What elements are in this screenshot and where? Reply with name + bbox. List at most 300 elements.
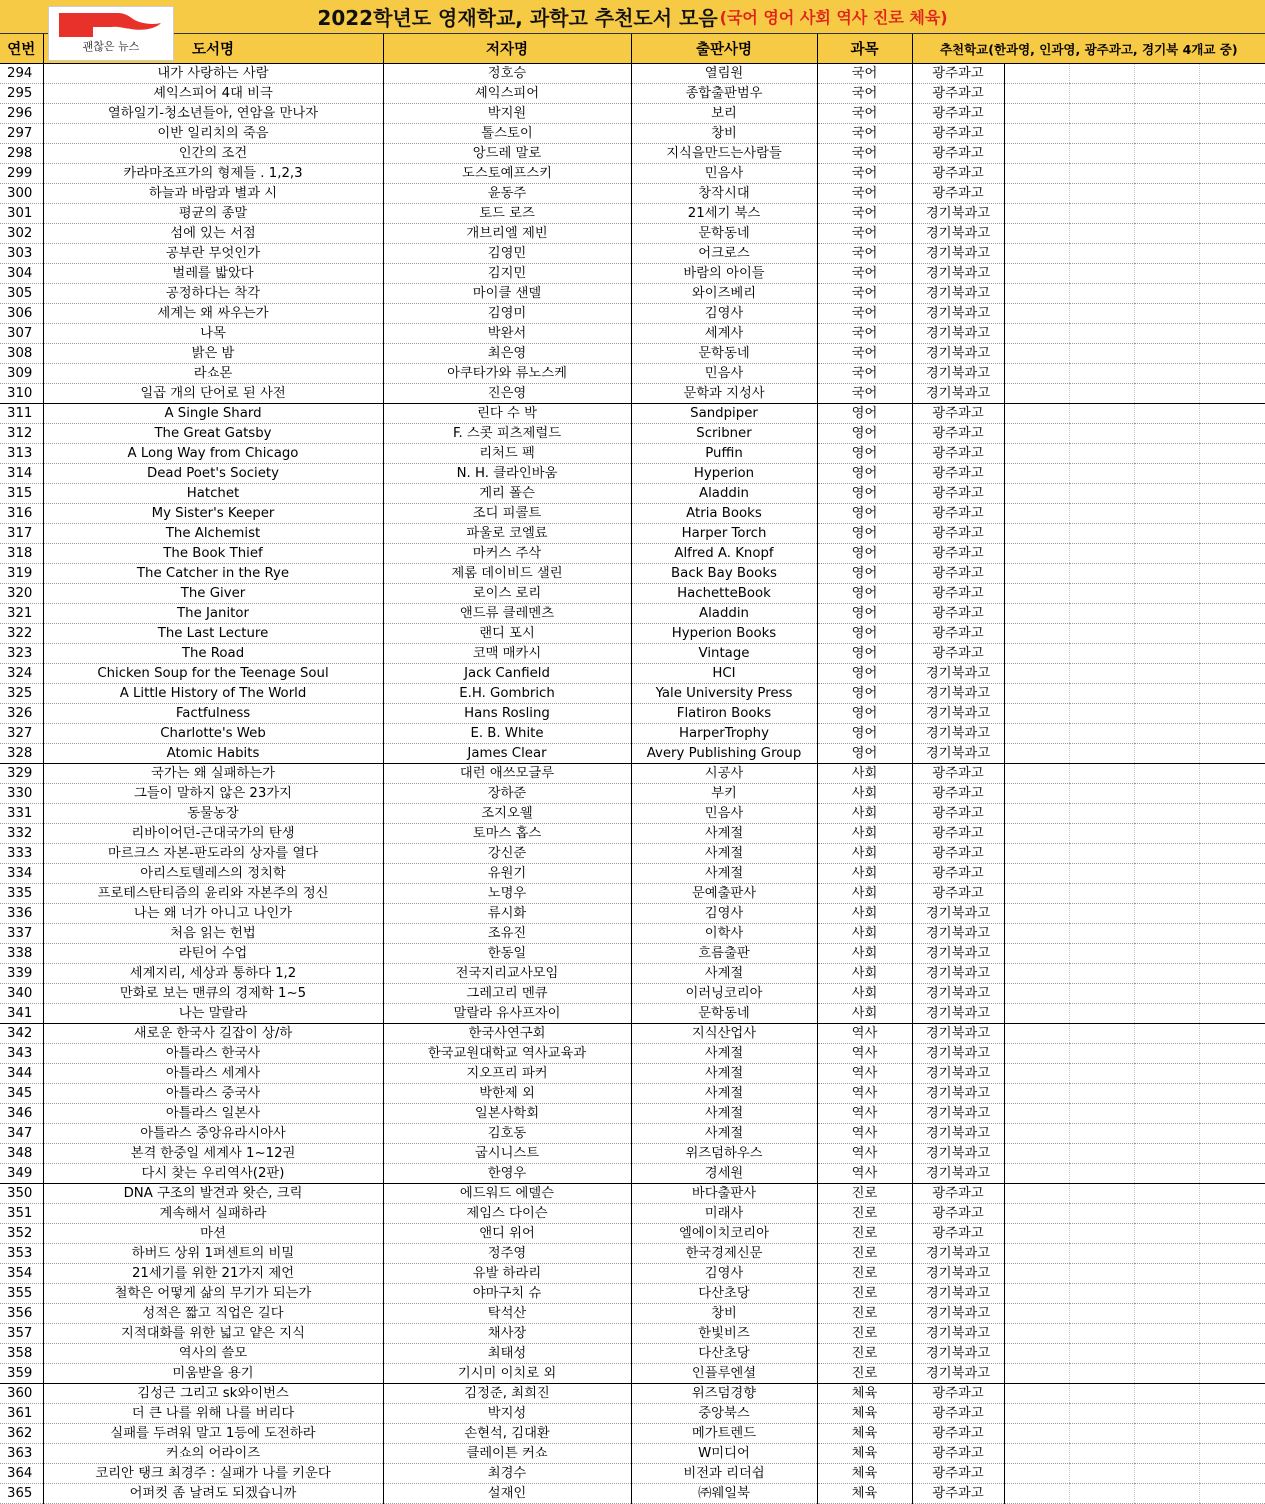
cell-no[interactable]: 311	[0, 404, 43, 424]
cell-school[interactable]: 경기북과고	[912, 664, 1004, 684]
cell-school[interactable]: 광주과고	[912, 404, 1004, 424]
cell-empty[interactable]	[1069, 1124, 1134, 1144]
cell-no[interactable]: 319	[0, 564, 43, 584]
cell-no[interactable]: 305	[0, 284, 43, 304]
cell-subject[interactable]: 국어	[817, 144, 912, 164]
cell-empty[interactable]	[1069, 424, 1134, 444]
col-header-author[interactable]: 저자명	[383, 34, 631, 64]
col-header-publisher[interactable]: 출판사명	[631, 34, 817, 64]
cell-title[interactable]: 리바이어던-근대국가의 탄생	[43, 824, 383, 844]
cell-empty[interactable]	[1069, 484, 1134, 504]
cell-author[interactable]: 도스토예프스키	[383, 164, 631, 184]
cell-empty[interactable]	[1199, 524, 1265, 544]
cell-empty[interactable]	[1199, 1024, 1265, 1044]
cell-subject[interactable]: 국어	[817, 204, 912, 224]
cell-subject[interactable]: 역사	[817, 1044, 912, 1064]
cell-empty[interactable]	[1069, 304, 1134, 324]
cell-publisher[interactable]: 시공사	[631, 764, 817, 784]
cell-title[interactable]: A Single Shard	[43, 404, 383, 424]
cell-empty[interactable]	[1004, 184, 1069, 204]
cell-publisher[interactable]: ㈜웨일북	[631, 1484, 817, 1504]
cell-no[interactable]: 347	[0, 1124, 43, 1144]
cell-no[interactable]: 322	[0, 624, 43, 644]
cell-empty[interactable]	[1199, 744, 1265, 764]
cell-title[interactable]: 하늘과 바람과 별과 시	[43, 184, 383, 204]
cell-empty[interactable]	[1004, 504, 1069, 524]
cell-subject[interactable]: 국어	[817, 104, 912, 124]
cell-empty[interactable]	[1199, 704, 1265, 724]
cell-subject[interactable]: 영어	[817, 444, 912, 464]
cell-publisher[interactable]: Aladdin	[631, 484, 817, 504]
cell-empty[interactable]	[1004, 944, 1069, 964]
cell-empty[interactable]	[1199, 884, 1265, 904]
cell-publisher[interactable]: Harper Torch	[631, 524, 817, 544]
cell-subject[interactable]: 영어	[817, 524, 912, 544]
cell-author[interactable]: 한동일	[383, 944, 631, 964]
cell-subject[interactable]: 영어	[817, 564, 912, 584]
cell-empty[interactable]	[1199, 144, 1265, 164]
cell-publisher[interactable]: 민음사	[631, 804, 817, 824]
cell-empty[interactable]	[1069, 604, 1134, 624]
cell-title[interactable]: The Last Lecture	[43, 624, 383, 644]
cell-subject[interactable]: 체육	[817, 1384, 912, 1404]
cell-title[interactable]: 성적은 짧고 직업은 길다	[43, 1304, 383, 1324]
cell-school[interactable]: 경기북과고	[912, 964, 1004, 984]
cell-empty[interactable]	[1134, 884, 1199, 904]
cell-empty[interactable]	[1069, 204, 1134, 224]
cell-no[interactable]: 326	[0, 704, 43, 724]
cell-publisher[interactable]: 사계절	[631, 1064, 817, 1084]
cell-empty[interactable]	[1069, 84, 1134, 104]
cell-empty[interactable]	[1199, 1464, 1265, 1484]
cell-subject[interactable]: 체육	[817, 1404, 912, 1424]
cell-empty[interactable]	[1069, 284, 1134, 304]
cell-empty[interactable]	[1004, 1144, 1069, 1164]
cell-subject[interactable]: 영어	[817, 484, 912, 504]
cell-empty[interactable]	[1004, 904, 1069, 924]
cell-author[interactable]: 정호승	[383, 64, 631, 84]
cell-empty[interactable]	[1134, 644, 1199, 664]
cell-empty[interactable]	[1004, 1384, 1069, 1404]
cell-title[interactable]: 셰익스피어 4대 비극	[43, 84, 383, 104]
cell-empty[interactable]	[1004, 284, 1069, 304]
cell-empty[interactable]	[1134, 124, 1199, 144]
cell-no[interactable]: 336	[0, 904, 43, 924]
cell-subject[interactable]: 영어	[817, 744, 912, 764]
cell-author[interactable]: N. H. 클라인바움	[383, 464, 631, 484]
cell-publisher[interactable]: 다산초당	[631, 1344, 817, 1364]
cell-author[interactable]: 로이스 로리	[383, 584, 631, 604]
cell-empty[interactable]	[1134, 864, 1199, 884]
cell-publisher[interactable]: 문학과 지성사	[631, 384, 817, 404]
cell-empty[interactable]	[1134, 984, 1199, 1004]
cell-author[interactable]: 조디 피콜트	[383, 504, 631, 524]
cell-empty[interactable]	[1069, 224, 1134, 244]
cell-no[interactable]: 299	[0, 164, 43, 184]
cell-publisher[interactable]: Aladdin	[631, 604, 817, 624]
cell-empty[interactable]	[1004, 264, 1069, 284]
cell-publisher[interactable]: 위즈덤하우스	[631, 1144, 817, 1164]
cell-empty[interactable]	[1004, 304, 1069, 324]
cell-school[interactable]: 광주과고	[912, 1444, 1004, 1464]
cell-empty[interactable]	[1199, 84, 1265, 104]
cell-empty[interactable]	[1134, 584, 1199, 604]
cell-empty[interactable]	[1069, 1484, 1134, 1504]
cell-subject[interactable]: 진로	[817, 1364, 912, 1384]
cell-title[interactable]: 더 큰 나를 위해 나를 버리다	[43, 1404, 383, 1424]
cell-title[interactable]: 커쇼의 어라이즈	[43, 1444, 383, 1464]
cell-empty[interactable]	[1004, 964, 1069, 984]
cell-empty[interactable]	[1069, 824, 1134, 844]
cell-no[interactable]: 346	[0, 1104, 43, 1124]
cell-empty[interactable]	[1004, 84, 1069, 104]
cell-empty[interactable]	[1199, 1064, 1265, 1084]
cell-empty[interactable]	[1134, 1044, 1199, 1064]
cell-empty[interactable]	[1134, 724, 1199, 744]
cell-publisher[interactable]: 사계절	[631, 844, 817, 864]
cell-author[interactable]: E. B. White	[383, 724, 631, 744]
cell-empty[interactable]	[1004, 124, 1069, 144]
cell-subject[interactable]: 진로	[817, 1244, 912, 1264]
cell-empty[interactable]	[1069, 1224, 1134, 1244]
cell-author[interactable]: 김영미	[383, 304, 631, 324]
cell-empty[interactable]	[1004, 564, 1069, 584]
cell-publisher[interactable]: 창비	[631, 124, 817, 144]
cell-empty[interactable]	[1134, 104, 1199, 124]
cell-author[interactable]: 조유진	[383, 924, 631, 944]
cell-publisher[interactable]: 사계절	[631, 824, 817, 844]
cell-subject[interactable]: 영어	[817, 664, 912, 684]
cell-empty[interactable]	[1134, 444, 1199, 464]
cell-empty[interactable]	[1069, 964, 1134, 984]
cell-school[interactable]: 광주과고	[912, 844, 1004, 864]
cell-publisher[interactable]: HCI	[631, 664, 817, 684]
cell-publisher[interactable]: HarperTrophy	[631, 724, 817, 744]
cell-author[interactable]: 개브리엘 제빈	[383, 224, 631, 244]
cell-author[interactable]: F. 스콧 피츠제럴드	[383, 424, 631, 444]
cell-publisher[interactable]: 바람의 아이들	[631, 264, 817, 284]
cell-empty[interactable]	[1069, 1044, 1134, 1064]
cell-empty[interactable]	[1199, 984, 1265, 1004]
cell-empty[interactable]	[1134, 144, 1199, 164]
cell-empty[interactable]	[1069, 144, 1134, 164]
cell-empty[interactable]	[1199, 1404, 1265, 1424]
cell-empty[interactable]	[1199, 104, 1265, 124]
cell-empty[interactable]	[1004, 1264, 1069, 1284]
cell-empty[interactable]	[1199, 1424, 1265, 1444]
cell-publisher[interactable]: 메가트렌드	[631, 1424, 817, 1444]
cell-publisher[interactable]: Alfred A. Knopf	[631, 544, 817, 564]
cell-author[interactable]: 앤드류 클레멘츠	[383, 604, 631, 624]
cell-empty[interactable]	[1069, 504, 1134, 524]
cell-empty[interactable]	[1069, 404, 1134, 424]
cell-no[interactable]: 350	[0, 1184, 43, 1204]
cell-empty[interactable]	[1069, 1284, 1134, 1304]
cell-subject[interactable]: 진로	[817, 1184, 912, 1204]
cell-no[interactable]: 323	[0, 644, 43, 664]
cell-subject[interactable]: 국어	[817, 64, 912, 84]
cell-empty[interactable]	[1199, 644, 1265, 664]
cell-author[interactable]: 최경수	[383, 1464, 631, 1484]
cell-empty[interactable]	[1134, 1424, 1199, 1444]
cell-title[interactable]: 지적대화를 위한 넓고 얕은 지식	[43, 1324, 383, 1344]
cell-subject[interactable]: 진로	[817, 1344, 912, 1364]
cell-publisher[interactable]: Scribner	[631, 424, 817, 444]
cell-no[interactable]: 348	[0, 1144, 43, 1164]
cell-empty[interactable]	[1199, 504, 1265, 524]
cell-empty[interactable]	[1004, 824, 1069, 844]
cell-title[interactable]: 미움받을 용기	[43, 1364, 383, 1384]
cell-title[interactable]: The Catcher in the Rye	[43, 564, 383, 584]
cell-subject[interactable]: 국어	[817, 84, 912, 104]
cell-author[interactable]: 랜디 포시	[383, 624, 631, 644]
cell-empty[interactable]	[1004, 424, 1069, 444]
cell-empty[interactable]	[1004, 1224, 1069, 1244]
cell-empty[interactable]	[1004, 1124, 1069, 1144]
cell-no[interactable]: 310	[0, 384, 43, 404]
cell-author[interactable]: 대런 애쓰모글루	[383, 764, 631, 784]
cell-school[interactable]: 경기북과고	[912, 264, 1004, 284]
cell-empty[interactable]	[1069, 1204, 1134, 1224]
cell-empty[interactable]	[1069, 584, 1134, 604]
cell-school[interactable]: 경기북과고	[912, 1084, 1004, 1104]
cell-empty[interactable]	[1069, 684, 1134, 704]
cell-empty[interactable]	[1199, 224, 1265, 244]
cell-empty[interactable]	[1004, 1284, 1069, 1304]
cell-empty[interactable]	[1199, 924, 1265, 944]
cell-subject[interactable]: 영어	[817, 424, 912, 444]
cell-school[interactable]: 광주과고	[912, 424, 1004, 444]
cell-empty[interactable]	[1134, 1204, 1199, 1224]
cell-empty[interactable]	[1004, 1244, 1069, 1264]
cell-subject[interactable]: 사회	[817, 824, 912, 844]
cell-empty[interactable]	[1004, 644, 1069, 664]
cell-empty[interactable]	[1004, 344, 1069, 364]
cell-no[interactable]: 361	[0, 1404, 43, 1424]
cell-empty[interactable]	[1199, 1284, 1265, 1304]
cell-empty[interactable]	[1134, 564, 1199, 584]
cell-publisher[interactable]: Yale University Press	[631, 684, 817, 704]
cell-school[interactable]: 경기북과고	[912, 1044, 1004, 1064]
cell-author[interactable]: 장하준	[383, 784, 631, 804]
cell-empty[interactable]	[1134, 464, 1199, 484]
cell-author[interactable]: 말랄라 유사프자이	[383, 1004, 631, 1024]
cell-subject[interactable]: 역사	[817, 1164, 912, 1184]
cell-no[interactable]: 307	[0, 324, 43, 344]
cell-author[interactable]: 설재인	[383, 1484, 631, 1504]
cell-title[interactable]: 일곱 개의 단어로 된 사전	[43, 384, 383, 404]
cell-author[interactable]: 박지성	[383, 1404, 631, 1424]
cell-school[interactable]: 광주과고	[912, 1384, 1004, 1404]
cell-empty[interactable]	[1004, 1424, 1069, 1444]
cell-empty[interactable]	[1134, 624, 1199, 644]
cell-subject[interactable]: 영어	[817, 684, 912, 704]
cell-subject[interactable]: 체육	[817, 1484, 912, 1504]
cell-empty[interactable]	[1004, 864, 1069, 884]
cell-publisher[interactable]: 한빛비즈	[631, 1324, 817, 1344]
cell-subject[interactable]: 사회	[817, 804, 912, 824]
cell-title[interactable]: 카라마조프가의 형제들 . 1,2,3	[43, 164, 383, 184]
cell-empty[interactable]	[1004, 144, 1069, 164]
cell-publisher[interactable]: 사계절	[631, 1044, 817, 1064]
cell-publisher[interactable]: 문학동네	[631, 1004, 817, 1024]
cell-empty[interactable]	[1134, 1244, 1199, 1264]
cell-subject[interactable]: 진로	[817, 1304, 912, 1324]
cell-school[interactable]: 경기북과고	[912, 304, 1004, 324]
cell-author[interactable]: 앙드레 말로	[383, 144, 631, 164]
cell-no[interactable]: 356	[0, 1304, 43, 1324]
cell-empty[interactable]	[1134, 964, 1199, 984]
cell-subject[interactable]: 국어	[817, 264, 912, 284]
cell-empty[interactable]	[1199, 1044, 1265, 1064]
cell-author[interactable]: 린다 수 박	[383, 404, 631, 424]
cell-school[interactable]: 광주과고	[912, 1404, 1004, 1424]
cell-empty[interactable]	[1199, 384, 1265, 404]
cell-title[interactable]: 역사의 쓸모	[43, 1344, 383, 1364]
cell-no[interactable]: 362	[0, 1424, 43, 1444]
cell-empty[interactable]	[1004, 744, 1069, 764]
cell-title[interactable]: 나는 왜 너가 아니고 나인가	[43, 904, 383, 924]
cell-empty[interactable]	[1199, 204, 1265, 224]
cell-empty[interactable]	[1199, 164, 1265, 184]
cell-subject[interactable]: 진로	[817, 1324, 912, 1344]
cell-author[interactable]: 클레이튼 커쇼	[383, 1444, 631, 1464]
cell-publisher[interactable]: Avery Publishing Group	[631, 744, 817, 764]
cell-empty[interactable]	[1199, 864, 1265, 884]
cell-school[interactable]: 경기북과고	[912, 1124, 1004, 1144]
cell-publisher[interactable]: 위즈덤경향	[631, 1384, 817, 1404]
cell-empty[interactable]	[1134, 64, 1199, 84]
cell-empty[interactable]	[1004, 244, 1069, 264]
cell-empty[interactable]	[1134, 1304, 1199, 1324]
cell-no[interactable]: 327	[0, 724, 43, 744]
cell-school[interactable]: 광주과고	[912, 624, 1004, 644]
cell-author[interactable]: 김호동	[383, 1124, 631, 1144]
cell-title[interactable]: 마르크스 자본-판도라의 상자를 열다	[43, 844, 383, 864]
cell-school[interactable]: 광주과고	[912, 64, 1004, 84]
cell-empty[interactable]	[1134, 1444, 1199, 1464]
cell-publisher[interactable]: 사계절	[631, 964, 817, 984]
cell-no[interactable]: 337	[0, 924, 43, 944]
cell-title[interactable]: Charlotte's Web	[43, 724, 383, 744]
cell-empty[interactable]	[1199, 284, 1265, 304]
cell-title[interactable]: 나목	[43, 324, 383, 344]
cell-empty[interactable]	[1134, 384, 1199, 404]
cell-empty[interactable]	[1199, 1364, 1265, 1384]
cell-publisher[interactable]: 열림원	[631, 64, 817, 84]
cell-author[interactable]: E.H. Gombrich	[383, 684, 631, 704]
cell-publisher[interactable]: 다산초당	[631, 1284, 817, 1304]
cell-empty[interactable]	[1004, 464, 1069, 484]
cell-empty[interactable]	[1069, 104, 1134, 124]
cell-empty[interactable]	[1069, 1144, 1134, 1164]
cell-empty[interactable]	[1004, 444, 1069, 464]
cell-empty[interactable]	[1069, 544, 1134, 564]
cell-publisher[interactable]: 지식산업사	[631, 1024, 817, 1044]
cell-empty[interactable]	[1069, 1164, 1134, 1184]
cell-empty[interactable]	[1069, 1444, 1134, 1464]
cell-author[interactable]: 최태성	[383, 1344, 631, 1364]
cell-empty[interactable]	[1004, 1444, 1069, 1464]
cell-no[interactable]: 358	[0, 1344, 43, 1364]
cell-author[interactable]: 마커스 주삭	[383, 544, 631, 564]
cell-title[interactable]: 김성근 그리고 sk와이번스	[43, 1384, 383, 1404]
cell-publisher[interactable]: HachetteBook	[631, 584, 817, 604]
cell-author[interactable]: 한국교원대학교 역사교육과	[383, 1044, 631, 1064]
cell-subject[interactable]: 체육	[817, 1424, 912, 1444]
cell-empty[interactable]	[1199, 844, 1265, 864]
cell-school[interactable]: 광주과고	[912, 804, 1004, 824]
cell-publisher[interactable]: 보리	[631, 104, 817, 124]
cell-author[interactable]: 류시화	[383, 904, 631, 924]
cell-author[interactable]: 박지원	[383, 104, 631, 124]
cell-author[interactable]: 탁석산	[383, 1304, 631, 1324]
cell-subject[interactable]: 국어	[817, 344, 912, 364]
cell-empty[interactable]	[1004, 1064, 1069, 1084]
cell-author[interactable]: 리처드 펙	[383, 444, 631, 464]
cell-author[interactable]: 김정준, 최희진	[383, 1384, 631, 1404]
cell-school[interactable]: 광주과고	[912, 784, 1004, 804]
cell-title[interactable]: 만화로 보는 맨큐의 경제학 1~5	[43, 984, 383, 1004]
cell-subject[interactable]: 국어	[817, 324, 912, 344]
cell-author[interactable]: 게리 폴슨	[383, 484, 631, 504]
cell-empty[interactable]	[1069, 1004, 1134, 1024]
cell-publisher[interactable]: Puffin	[631, 444, 817, 464]
cell-author[interactable]: 진은영	[383, 384, 631, 404]
cell-publisher[interactable]: 사계절	[631, 1124, 817, 1144]
cell-empty[interactable]	[1004, 1044, 1069, 1064]
cell-publisher[interactable]: 김영사	[631, 304, 817, 324]
cell-no[interactable]: 341	[0, 1004, 43, 1024]
cell-empty[interactable]	[1199, 544, 1265, 564]
cell-school[interactable]: 경기북과고	[912, 1284, 1004, 1304]
cell-title[interactable]: 21세기를 위한 21가지 제언	[43, 1264, 383, 1284]
cell-school[interactable]: 경기북과고	[912, 724, 1004, 744]
cell-empty[interactable]	[1069, 1364, 1134, 1384]
cell-school[interactable]: 경기북과고	[912, 1164, 1004, 1184]
cell-author[interactable]: 윤동주	[383, 184, 631, 204]
cell-publisher[interactable]: 문예출판사	[631, 884, 817, 904]
cell-empty[interactable]	[1134, 164, 1199, 184]
cell-author[interactable]: 그레고리 멘큐	[383, 984, 631, 1004]
cell-no[interactable]: 304	[0, 264, 43, 284]
cell-empty[interactable]	[1004, 224, 1069, 244]
cell-title[interactable]: Chicken Soup for the Teenage Soul	[43, 664, 383, 684]
cell-no[interactable]: 325	[0, 684, 43, 704]
cell-author[interactable]: 김영민	[383, 244, 631, 264]
cell-author[interactable]: 한국사연구회	[383, 1024, 631, 1044]
cell-author[interactable]: 김지민	[383, 264, 631, 284]
cell-no[interactable]: 296	[0, 104, 43, 124]
cell-empty[interactable]	[1069, 744, 1134, 764]
cell-author[interactable]: 토마스 홉스	[383, 824, 631, 844]
cell-publisher[interactable]: Vintage	[631, 644, 817, 664]
cell-empty[interactable]	[1199, 344, 1265, 364]
cell-author[interactable]: 손현석, 김대환	[383, 1424, 631, 1444]
cell-subject[interactable]: 영어	[817, 724, 912, 744]
cell-empty[interactable]	[1199, 184, 1265, 204]
cell-empty[interactable]	[1004, 764, 1069, 784]
cell-empty[interactable]	[1134, 304, 1199, 324]
cell-author[interactable]: 토드 로즈	[383, 204, 631, 224]
cell-empty[interactable]	[1004, 164, 1069, 184]
cell-school[interactable]: 광주과고	[912, 484, 1004, 504]
cell-publisher[interactable]: 민음사	[631, 164, 817, 184]
cell-title[interactable]: 국가는 왜 실패하는가	[43, 764, 383, 784]
cell-empty[interactable]	[1199, 1384, 1265, 1404]
cell-school[interactable]: 광주과고	[912, 144, 1004, 164]
cell-empty[interactable]	[1199, 764, 1265, 784]
